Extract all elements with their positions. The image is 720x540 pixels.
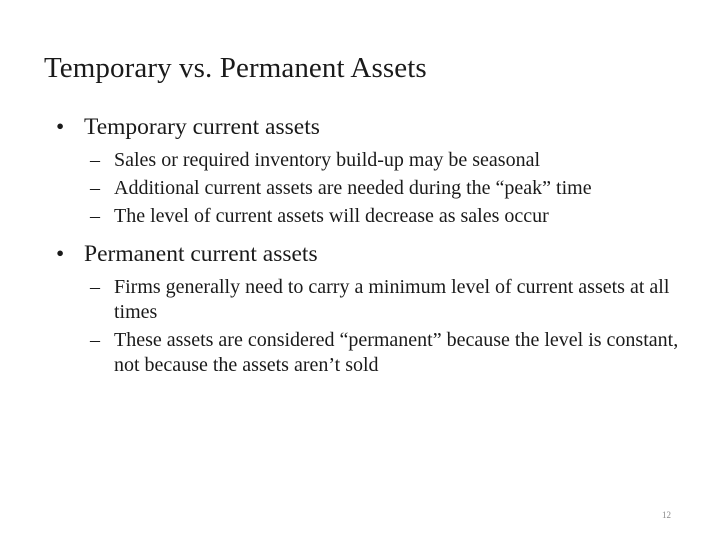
slide-title: Temporary vs. Permanent Assets: [44, 52, 427, 84]
dash-icon: –: [90, 205, 100, 227]
bullet-permanent-current-assets: [54, 239, 694, 269]
sub-bullet-item: [54, 176, 694, 201]
slide-content: [54, 112, 694, 381]
sub-bullet-list: [54, 275, 694, 378]
dash-icon: –: [90, 149, 100, 171]
dash-icon: –: [90, 276, 100, 298]
sub-bullet-text: Additional current assets are needed during the “peak” time: [114, 177, 592, 199]
sub-bullet-text: The level of current assets will decrease as sales occur: [114, 205, 549, 227]
dash-icon: –: [90, 329, 100, 351]
sub-bullet-list: [54, 148, 694, 229]
sub-bullet-item: [54, 148, 694, 173]
sub-bullet-text: These assets are considered “permanent” because the level is constant, not because the assets aren’t sold: [114, 329, 679, 376]
bullet-text: Temporary current assets: [84, 114, 320, 140]
bullet-text: Permanent current assets: [84, 241, 318, 267]
sub-bullet-item: [54, 275, 694, 325]
sub-bullet-item: [54, 204, 694, 229]
sub-bullet-text: Firms generally need to carry a minimum level of current assets at all times: [114, 276, 670, 323]
page-number: 12: [662, 510, 671, 520]
bullet-temporary-current-assets: [54, 112, 694, 142]
bullet-group-temporary: [54, 112, 694, 229]
bullet-group-permanent: [54, 239, 694, 378]
sub-bullet-item: [54, 328, 694, 378]
bullet-icon: •: [56, 241, 65, 267]
bullet-icon: •: [56, 114, 65, 140]
dash-icon: –: [90, 177, 100, 199]
sub-bullet-text: Sales or required inventory build-up may be seasonal: [114, 149, 540, 171]
